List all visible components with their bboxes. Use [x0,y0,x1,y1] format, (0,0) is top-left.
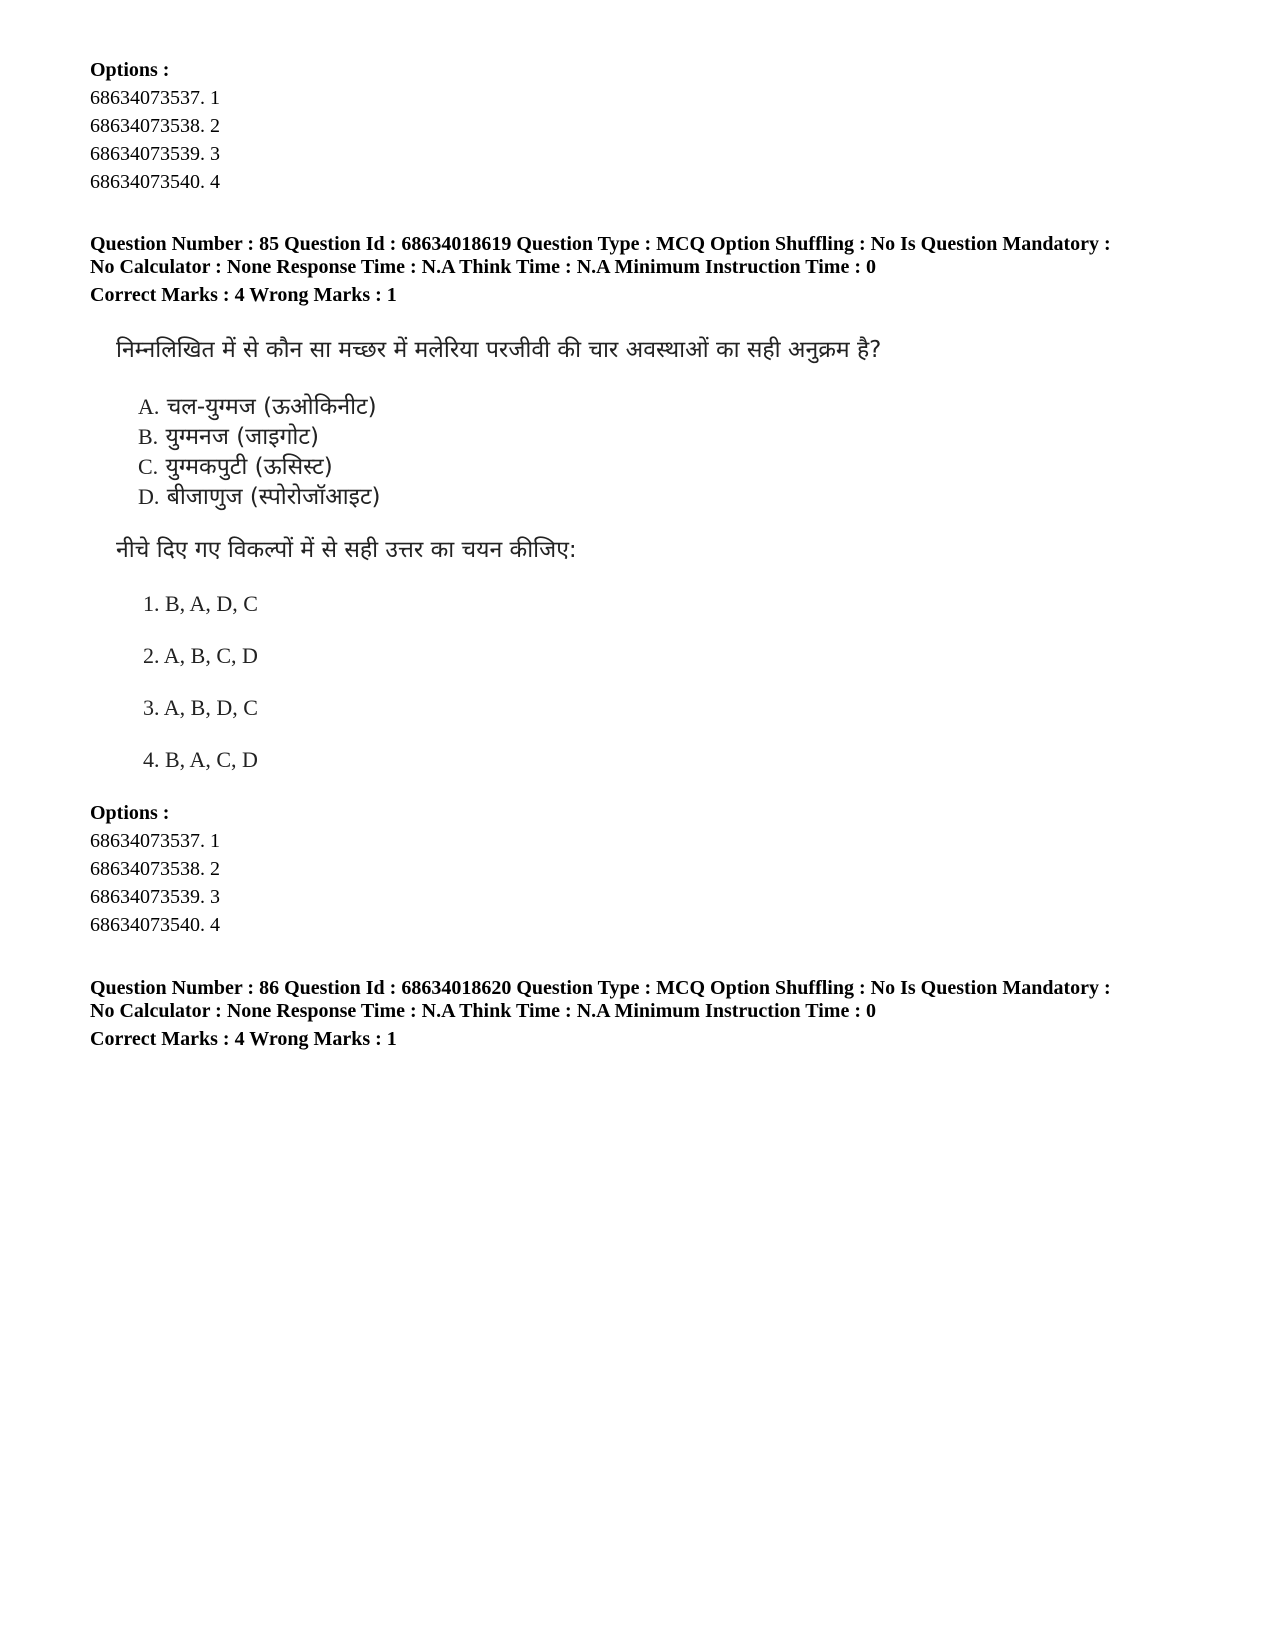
marks-line: Correct Marks : 4 Wrong Marks : 1 [90,1028,397,1050]
question-85-image [110,332,930,812]
option-line: 68634073539. 3 [90,886,220,908]
option-line: 68634073537. 1 [90,87,220,109]
question-86-meta [90,977,1190,1053]
option-line: 68634073540. 4 [90,914,220,936]
statement-text: युग्मनज (जाइगोट) [165,424,319,450]
statement-letter: C. [138,454,159,479]
option-line: 68634073539. 3 [90,143,220,165]
statement-b [138,422,319,452]
marks-line: Correct Marks : 4 Wrong Marks : 1 [90,284,397,306]
question-meta-line: No Calculator : None Response Time : N.A Think Time : N.A Minimum Instruction Time : 0 [90,1000,876,1022]
statement-d [138,482,381,512]
option-line: 68634073538. 2 [90,858,220,880]
answer-choice: 1. B, A, D, C [143,591,258,616]
statement-letter: A. [138,394,160,419]
question-meta-line: Question Number : 85 Question Id : 68634018619 Question Type : MCQ Option Shuffling : No Is Question Mandatory : [90,233,1111,255]
option-line: 68634073540. 4 [90,171,220,193]
question-85-meta [90,233,1190,309]
statement-letter: D. [138,484,160,509]
prev-question-options [90,56,1190,196]
options-heading: Options : [90,59,170,81]
question-meta-line: No Calculator : None Response Time : N.A Think Time : N.A Minimum Instruction Time : 0 [90,256,876,278]
option-line: 68634073537. 1 [90,830,220,852]
statement-a [138,392,377,422]
statement-letter: B. [138,424,159,449]
statement-text: युग्मकपुटी (ऊसिस्ट) [165,454,333,480]
statement-text: चल-युग्मज (ऊओकिनीट) [166,394,377,420]
question-85-options [90,799,1190,939]
option-line: 68634073538. 2 [90,115,220,137]
options-heading: Options : [90,802,170,824]
answer-choice: 3. A, B, D, C [143,695,258,720]
answer-choice: 4. B, A, C, D [143,747,258,772]
answer-choice: 2. A, B, C, D [143,643,258,668]
statement-text: बीजाणुज (स्पोरोजॉआइट) [166,484,381,510]
question-meta-line: Question Number : 86 Question Id : 68634018620 Question Type : MCQ Option Shuffling : No Is Question Mandatory : [90,977,1111,999]
question-stem: निम्नलिखित में से कौन सा मच्छर में मलेरिया परजीवी की चार अवस्थाओं का सही अनुक्रम है? [116,337,882,363]
question-instruction: नीचे दिए गए विकल्पों में से सही उत्तर का चयन कीजिए: [116,537,577,563]
statement-c [138,452,333,482]
